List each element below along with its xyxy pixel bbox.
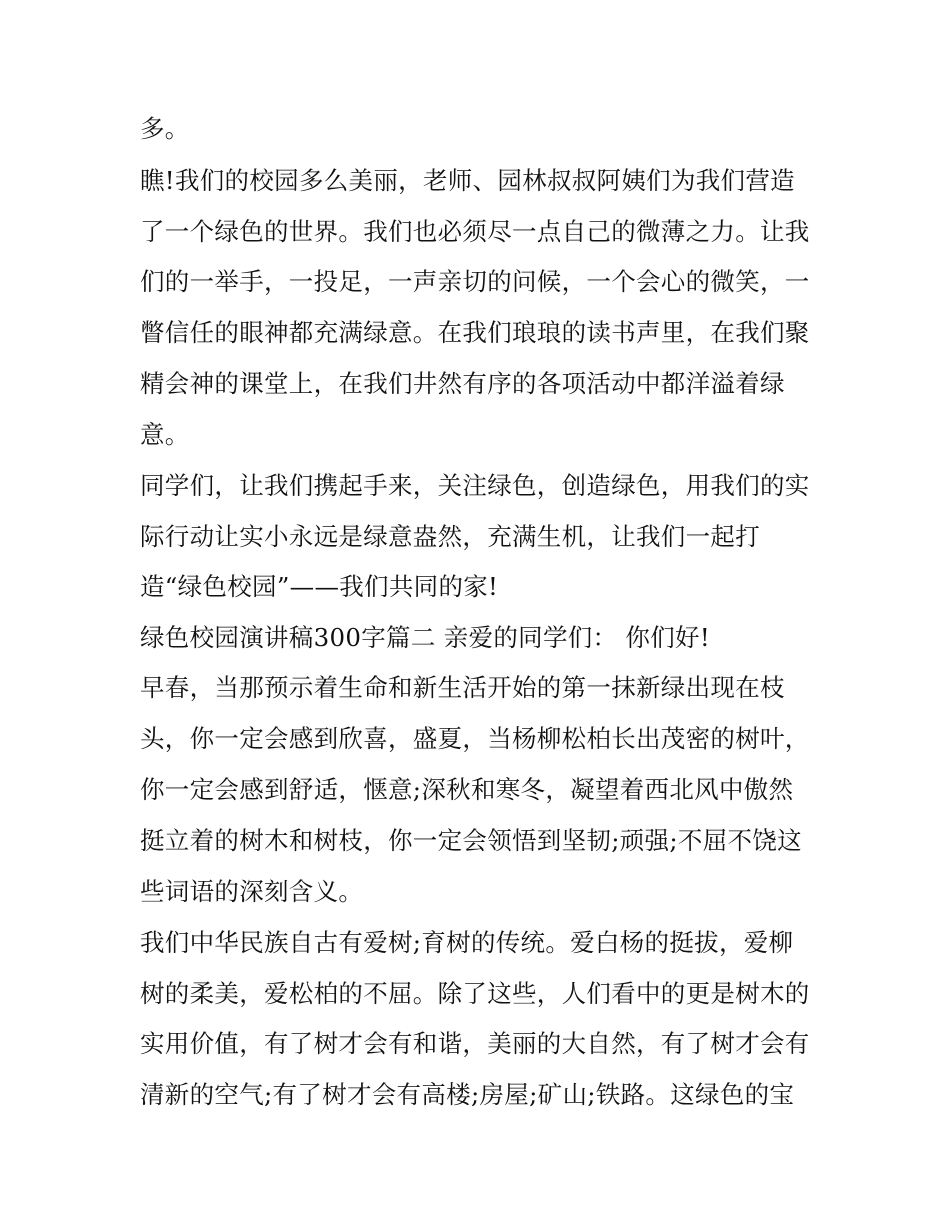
text-line: 清新的空气;有了树才会有高楼;房屋;矿山;铁路。这绿色的宝: [140, 1080, 795, 1109]
text-line: 际行动让实小永远是绿意盎然，充满生机，让我们一起打: [140, 522, 760, 551]
text-line: 精会神的课堂上，在我们井然有序的各项活动中都洋溢着绿: [140, 369, 785, 398]
text-line: 树的柔美，爱松柏的不屈。除了这些，人们看中的更是树木的: [140, 979, 810, 1008]
text-line: 同学们，让我们携起手来，关注绿色，创造绿色，用我们的实: [140, 471, 810, 500]
text-line: 意。: [140, 420, 190, 449]
text-line: 挺立着的树木和树枝，你一定会领悟到坚韧;顽强;不屈不饶这: [140, 826, 802, 855]
text-line: 我们中华民族自古有爱树;育树的传统。爱白杨的挺拔，爱柳: [140, 928, 794, 957]
text-line: 们的一举手，一投足，一声亲切的问候，一个会心的微笑，一: [140, 267, 810, 296]
text-line: 多。: [140, 114, 190, 143]
text-line: 早春，当那预示着生命和新生活开始的第一抹新绿出现在枝: [140, 673, 785, 702]
text-line: 了一个绿色的世界。我们也必须尽一点自己的微薄之力。让我: [140, 217, 810, 246]
text-line: 瞧!我们的校园多么美丽，老师、园林叔叔阿姨们为我们营造: [140, 166, 795, 195]
text-line: 瞥信任的眼神都充满绿意。在我们琅琅的读书声里，在我们聚: [140, 318, 810, 347]
text-line: 你一定会感到舒适，惬意;深秋和寒冬，凝望着西北风中傲然: [140, 775, 794, 804]
text-line: 头，你一定会感到欣喜，盛夏，当杨柳松柏长出茂密的树叶，: [140, 724, 810, 753]
section-heading: 绿色校园演讲稿300字篇二 亲爱的同学们： 你们好!: [140, 623, 710, 652]
text-line: 造“绿色校园”——我们共同的家!: [140, 572, 499, 601]
text-line: 些词语的深刻含义。: [140, 877, 364, 906]
text-line: 实用价值，有了树才会有和谐，美丽的大自然，有了树才会有: [140, 1029, 810, 1058]
